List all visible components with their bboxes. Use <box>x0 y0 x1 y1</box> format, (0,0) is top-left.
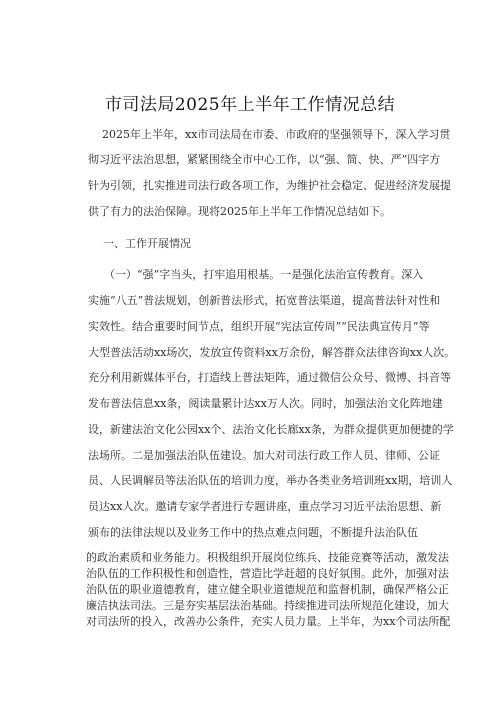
body-line: 充分利用新媒体平台，打造线上普法矩阵，通过微信公众号、微博、抖音等 <box>88 371 451 384</box>
body-line: 2025年上半年，xx市司法局在市委、市政府的坚强领导下，深入学习贯 <box>102 128 451 141</box>
body-line: 对司法所的投入，改善办公条件，充实人员力量。上半年，为xx个司法所配 <box>86 615 451 628</box>
body-line: 的政治素质和业务能力。积极组织开展岗位练兵、技能竞赛等活动，激发法 <box>86 551 449 564</box>
section-heading: 一、工作开展情况 <box>103 237 191 250</box>
body-line: 大型普法活动xx场次，发放宣传资料xx万余份，解答群众法律咨询xx人次。 <box>88 346 456 359</box>
body-line: 颁布的法律法规以及业务工作中的热点难点问题，不断提升法治队伍 <box>88 526 418 539</box>
body-line: 彻习近平法治思想，紧紧围绕全市中心工作，以“强、简、快、严”四字方 <box>88 153 441 166</box>
body-line: 治队伍的职业道德教育，建立健全职业道德规范和监督机制，确保严格公正 <box>86 583 449 596</box>
body-line: 廉洁执法司法。三是夯实基层法治基础。持续推进司法所规范化建设，加大 <box>86 599 449 612</box>
body-line: 法场所。二是加强法治队伍建设。加大对司法行政工作人员、律师、公证 <box>88 449 440 462</box>
body-line: 实施“八五”普法规划，创新普法形式，拓宽普法渠道，提高普法针对性和 <box>88 294 441 307</box>
body-line: 治队伍的工作积极性和创造性，营造比学赶超的良好氛围。此外，加强对法 <box>86 567 449 580</box>
body-line: 员、人民调解员等法治队伍的培训力度，举办各类业务培训班xx期，培训人 <box>88 474 453 487</box>
body-line: 实效性。结合重要时间节点，组织开展“宪法宣传周”“民法典宣传月”等 <box>88 320 430 333</box>
body-line: 员达xx人次。邀请专家学者进行专题讲座，重点学习习近平法治思想、新 <box>88 500 442 513</box>
body-line: 针为引领，扎实推进司法行政各项工作，为维护社会稳定、促进经济发展提 <box>88 179 451 192</box>
body-line: 供了有力的法治保障。现将2025年上半年工作情况总结如下。 <box>88 205 391 218</box>
body-line: 发布普法信息xx条，阅读量累计达xx万人次。同时，加强法治文化阵地建 <box>88 397 443 410</box>
body-line: 设，新建法治文化公园xx个、法治文化长廊xx条，为群众提供更加便捷的学 <box>88 423 454 436</box>
body-line: （一）“强”字当头，打牢追用根基。一是强化法治宣传教育。深入 <box>104 268 424 281</box>
document-title: 市司法局2025年上半年工作情况总结 <box>104 95 396 115</box>
